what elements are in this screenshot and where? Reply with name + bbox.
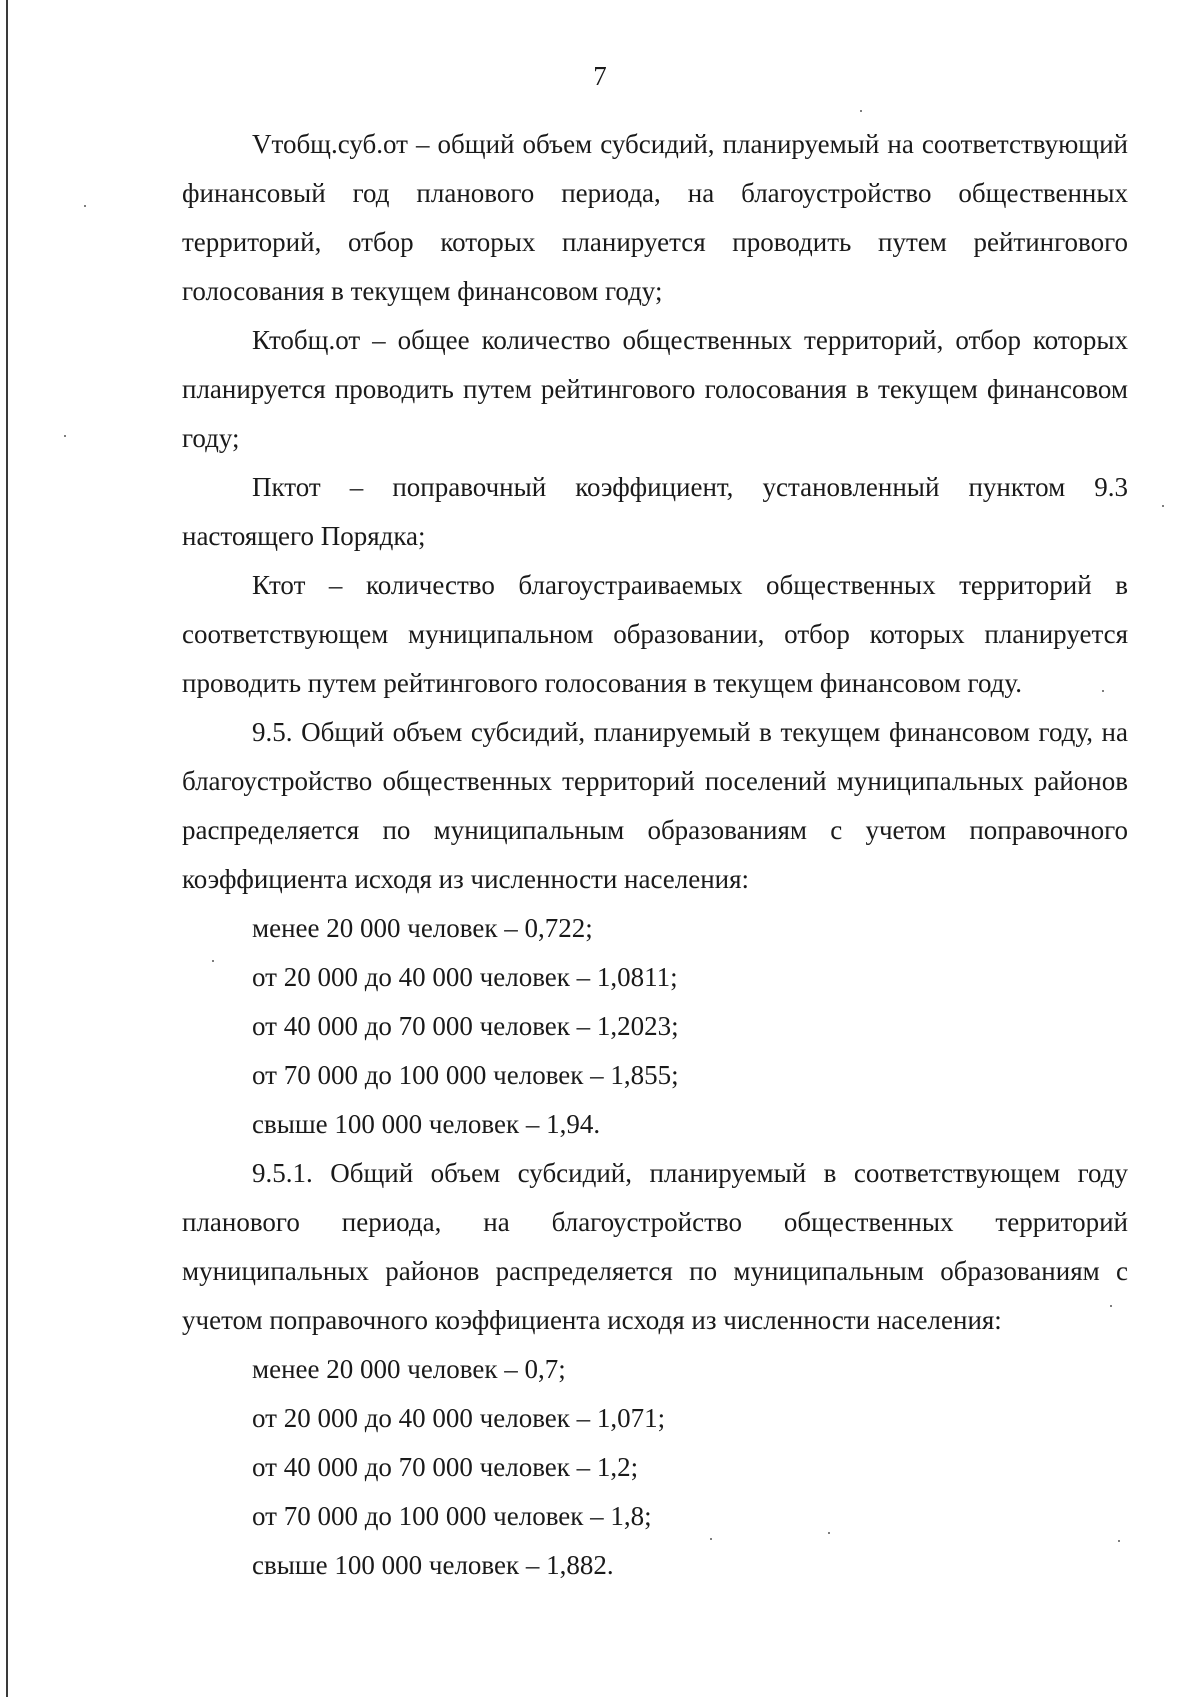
scan-edge-line (6, 0, 8, 1697)
list-item-planning-20000-40000: от 20 000 до 40 000 человек – 1,071; (252, 1403, 666, 1433)
scan-speck (860, 110, 862, 112)
list-item-current-40000-70000: от 40 000 до 70 000 человек – 1,2023; (252, 1011, 679, 1041)
paragraph-9-5: 9.5. Общий объем субсидий, планируемый в текущем финансовом году, на благоустройство общественных территорий поселений муниципальных районов распределяется по муниципальным образованиям с учетом поправочного коэффициента исходя из численности населения: (182, 717, 1128, 894)
paragraph-ktobsch-definition: Ктобщ.от – общее количество общественных территорий, отбор которых планируется проводить путем рейтингового голосования в текущем финансовом году; (182, 325, 1128, 453)
list-item-planning-under-20000: менее 20 000 человек – 0,7; (252, 1354, 566, 1384)
scan-speck (828, 1532, 830, 1534)
list-item-current-20000-40000: от 20 000 до 40 000 человек – 1,0811; (252, 962, 678, 992)
list-item-current-under-20000: менее 20 000 человек – 0,722; (252, 913, 593, 943)
paragraph-pktot-definition: Пктот – поправочный коэффициент, установленный пунктом 9.3 настоящего Порядка; (182, 472, 1128, 551)
paragraph-ktot-definition: Ктот – количество благоустраиваемых общественных территорий в соответствующем муниципальном образовании, отбор которых планируется проводить путем рейтингового голосования в текущем финансовом году. (182, 570, 1128, 698)
scan-speck (710, 1538, 712, 1540)
scan-speck (212, 960, 214, 962)
page-number: 7 (593, 61, 607, 91)
scan-speck (64, 435, 66, 437)
list-item-planning-over-100000: свыше 100 000 человек – 1,882. (252, 1550, 614, 1580)
scan-speck (1162, 505, 1164, 507)
scan-speck (84, 205, 86, 207)
scan-speck (1118, 1540, 1120, 1542)
scan-speck (1102, 690, 1104, 692)
list-item-current-over-100000: свыше 100 000 человек – 1,94. (252, 1109, 601, 1139)
document-body (182, 120, 1128, 1590)
list-item-planning-70000-100000: от 70 000 до 100 000 человек – 1,8; (252, 1501, 652, 1531)
list-item-current-70000-100000: от 70 000 до 100 000 человек – 1,855; (252, 1060, 679, 1090)
paragraph-9-5-1: 9.5.1. Общий объем субсидий, планируемый в соответствующем году планового периода, на благоустройство общественных территорий муниципальных районов распределяется по муниципальным образованиям с учетом поправочного коэффициента исходя из численности населения: (182, 1158, 1128, 1335)
list-item-planning-40000-70000: от 40 000 до 70 000 человек – 1,2; (252, 1452, 639, 1482)
paragraph-vtobsch-definition: Vтобщ.суб.от – общий объем субсидий, планируемый на соответствующий финансовый год планового периода, на благоустройство общественных территорий, отбор которых планируется проводить путем рейтингового голосования в текущем финансовом году; (182, 129, 1128, 306)
scan-speck (1110, 1305, 1112, 1307)
